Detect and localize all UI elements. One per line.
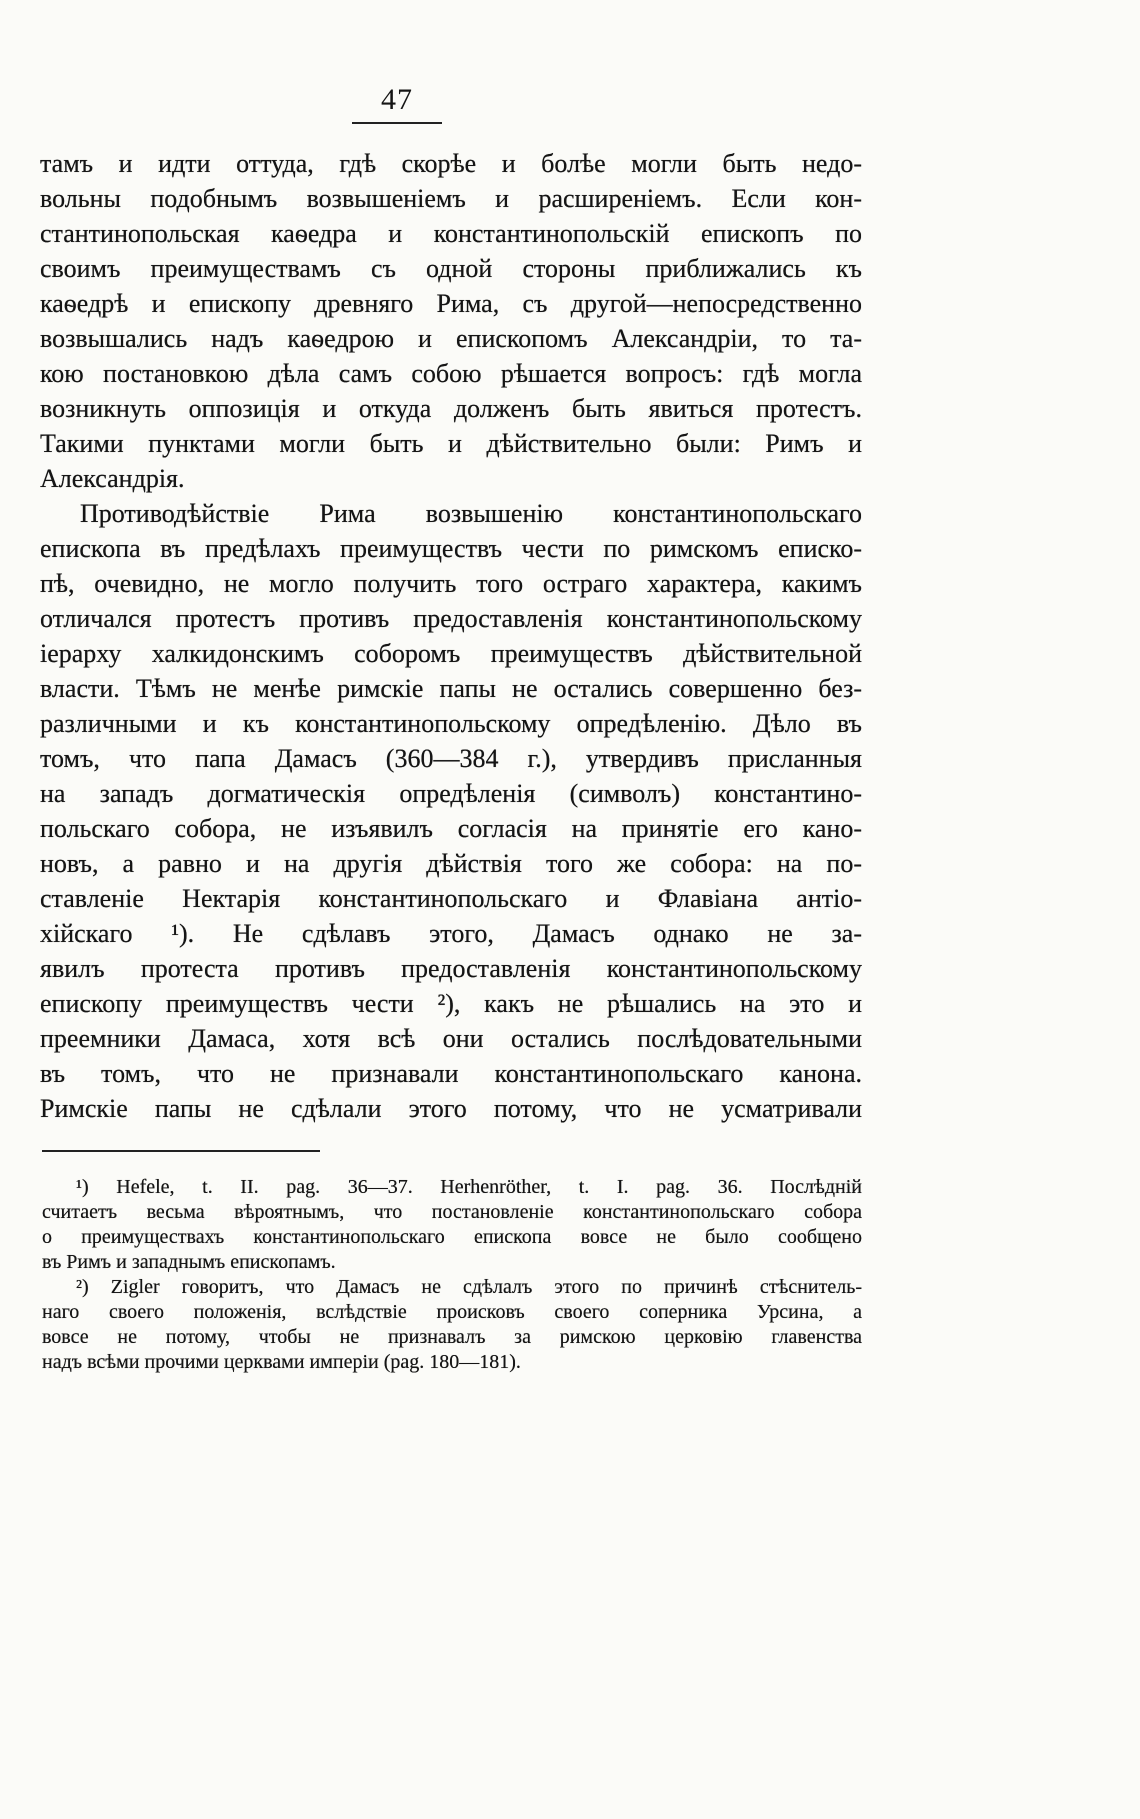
text-line: тамъ и идти оттуда, гдѣ скорѣе и болѣе могли быть недо- xyxy=(40,149,862,178)
text-line: ставленіе Нектарія константинопольскаго и Флавіана антіо- xyxy=(40,884,862,913)
footnote-2 xyxy=(42,1275,862,1375)
text-line: томъ, что папа Дамасъ (360—384 г.), утвердивъ присланныя xyxy=(40,744,862,773)
text-line: возникнуть оппозиція и откуда долженъ быть явиться протестъ. xyxy=(40,394,862,423)
text-line: отличался протестъ противъ предоставленія константинопольскому xyxy=(40,604,862,633)
paragraph-1 xyxy=(40,146,862,496)
text-line: въ томъ, что не признавали константинопольскаго канона. xyxy=(40,1059,862,1088)
footnote-rule xyxy=(42,1150,320,1152)
footnote-line: надъ всѣми прочими церквами имперіи (pag. 180—181). xyxy=(42,1351,521,1373)
footnote-line: ¹) Hefele, t. II. pag. 36—37. Herhenröther, t. I. pag. 36. Послѣдній xyxy=(76,1176,862,1198)
text-line: пѣ, очевидно, не могло получить того остраго характера, какимъ xyxy=(40,569,862,598)
text-line: іерарху халкидонскимъ соборомъ преимуществъ дѣйствительной xyxy=(40,639,862,668)
footnote-1 xyxy=(42,1175,862,1275)
text-line: различными и къ константинопольскому опредѣленію. Дѣло въ xyxy=(40,709,862,738)
paragraph-2 xyxy=(40,496,862,1126)
text-line: епископу преимуществъ чести ²), какъ не рѣшались на это и xyxy=(40,989,862,1018)
footnote-line: считаетъ весьма вѣроятнымъ, что постановленіе константинопольскаго собора xyxy=(42,1201,862,1223)
text-line: власти. Тѣмъ не менѣе римскіе папы не остались совершенно без- xyxy=(40,674,862,703)
text-line: Александрія. xyxy=(40,464,185,493)
text-line: на западъ догматическія опредѣленія (символъ) константино- xyxy=(40,779,862,808)
footnote-line: ²) Zigler говоритъ, что Дамасъ не сдѣлалъ этого по причинѣ стѣснитель- xyxy=(76,1276,862,1298)
text-line: хійскаго ¹). Не сдѣлавъ этого, Дамасъ однако не за- xyxy=(40,919,862,948)
footnote-line: о преимуществахъ константинопольскаго епископа вовсе не было сообщено xyxy=(42,1226,862,1248)
footnote-line: вовсе не потому, чтобы не признавалъ за римскою церковію главенства xyxy=(42,1326,862,1348)
footnotes xyxy=(42,1175,862,1375)
text-line: каѳедрѣ и епископу древняго Рима, съ другой—непосредственно xyxy=(40,289,862,318)
text-line: польскаго собора, не изъявилъ согласія на принятіе его кано- xyxy=(40,814,862,843)
page-number: 47 xyxy=(381,83,413,116)
text-line: Римскіе папы не сдѣлали этого потому, что не усматривали xyxy=(40,1094,862,1123)
text-line: новъ, а равно и на другія дѣйствія того же собора: на по- xyxy=(40,849,862,878)
text-line: стантинопольская каѳедра и константинопольскій епископъ по xyxy=(40,219,862,248)
text-line: Противодѣйствіе Рима возвышенію константинопольскаго xyxy=(80,499,862,528)
text-line: вольны подобнымъ возвышеніемъ и расширеніемъ. Если кон- xyxy=(40,184,862,213)
text-line: преемники Дамаса, хотя всѣ они остались послѣдовательными xyxy=(40,1024,862,1053)
text-line: кою постановкою дѣла самъ собою рѣшается вопросъ: гдѣ могла xyxy=(40,359,862,388)
text-line: возвышались надъ каѳедрою и епископомъ Александріи, то та- xyxy=(40,324,862,353)
footnote-line: наго своего положенія, вслѣдствіе происковъ своего соперника Урсина, а xyxy=(42,1301,862,1323)
text-line: Такими пунктами могли быть и дѣйствительно были: Римъ и xyxy=(40,429,862,458)
page-number-rule xyxy=(352,122,442,124)
text-line: явилъ протеста противъ предоставленія константинопольскому xyxy=(40,954,862,983)
text-line: епископа въ предѣлахъ преимуществъ чести по римскомъ еписко- xyxy=(40,534,862,563)
main-text xyxy=(40,146,862,1126)
footnote-line: въ Римъ и западнымъ епископамъ. xyxy=(42,1251,336,1273)
text-line: своимъ преимуществамъ съ одной стороны приближались къ xyxy=(40,254,862,283)
